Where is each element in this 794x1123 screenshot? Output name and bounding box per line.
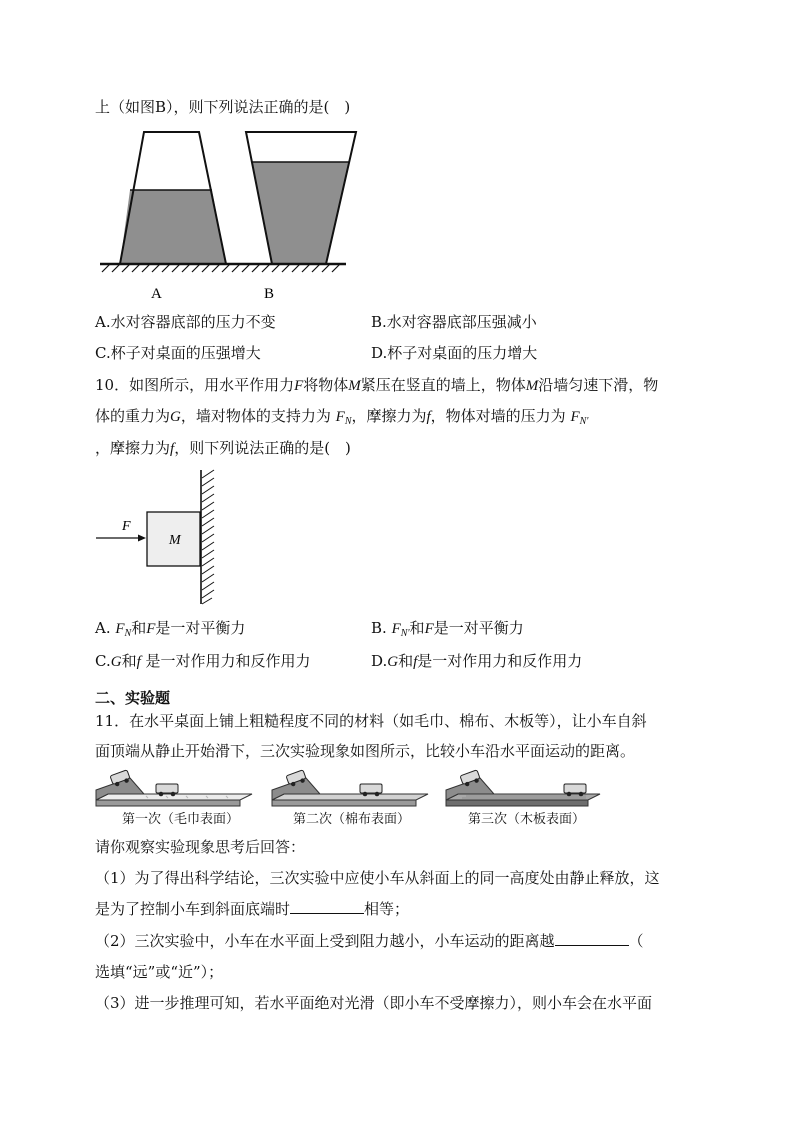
- section-title: 二、实验题: [95, 689, 171, 707]
- q9-option-a: A.水对容器底部的压力不变: [95, 313, 276, 331]
- force-label: F: [122, 519, 131, 534]
- ramp-panel-cotton: [272, 770, 428, 806]
- block-label: M: [169, 533, 181, 548]
- q11-stem-line2: 面顶端从静止开始滑下，三次实验现象如图所示，比较小车沿水平面运动的距离。: [95, 742, 636, 760]
- wall-hatching: [202, 470, 214, 604]
- cup-b-water: [252, 162, 350, 264]
- q10-stem-line1: 10．如图所示，用水平作用力F将物体M紧压在竖直的墙上，物体M沿墙匀速下滑，物: [95, 376, 659, 394]
- cup-a-label: A: [151, 286, 162, 302]
- q11-part1-line2: 是为了控制小车到斜面底端时 相等；: [95, 900, 410, 918]
- q9-option-d: D.杯子对桌面的压力增大: [371, 344, 538, 362]
- q9-option-b: B.水对容器底部压强减小: [371, 313, 537, 331]
- q11-part2-line2: 选填“远”或“近”）；: [95, 963, 224, 981]
- q10-stem-line2: 体的重力为G，墙对物体的支持力为 $F_N$，摩擦力为f，物体对墙的压力为 $F_{N'}$: [95, 407, 589, 427]
- q11-part2-line1: （2）三次实验中，小车在水平面上受到阻力越小，小车运动的距离越 （: [95, 932, 644, 950]
- force-arrow-head: [138, 535, 146, 542]
- ramp-caption-3: 第三次（木板表面）: [468, 812, 586, 827]
- ramp-panel-towel: [96, 770, 252, 806]
- ramp-caption-1: 第一次（毛巾表面）: [122, 812, 240, 827]
- answer-blank-2[interactable]: [555, 931, 629, 946]
- q9-stem: 上（如图B），则下列说法正确的是( ): [95, 98, 351, 116]
- q11-part1-line1: （1）为了得出科学结论，三次实验中应使小车从斜面上的同一高度处由静止释放，这: [95, 869, 660, 887]
- q10-stem-line3: ，摩擦力为f，则下列说法正确的是( ): [95, 439, 351, 457]
- ramp-panel-wood: [446, 770, 600, 806]
- q10-option-d: D.G和f是一对作用力和反作用力: [371, 652, 583, 670]
- answer-blank-1[interactable]: [290, 899, 364, 914]
- q10-wall-figure: [96, 470, 226, 606]
- q10-option-c: C.G和f 是一对作用力和反作用力: [95, 652, 311, 670]
- q9-option-c: C.杯子对桌面的压强增大: [95, 344, 261, 362]
- q11-part3-line1: （3）进一步推理可知，若水平面绝对光滑（即小车不受摩擦力），则小车会在水平面: [95, 994, 653, 1012]
- q10-option-a: A. $F_N$和F是一对平衡力: [95, 619, 246, 639]
- cup-b-label: B: [264, 286, 275, 302]
- q11-stem-line1: 11．在水平桌面上铺上粗糙程度不同的材料（如毛巾、棉布、木板等），让小车自斜: [95, 712, 647, 730]
- ramp-caption-2: 第二次（棉布表面）: [293, 812, 411, 827]
- cup-a-water: [120, 190, 226, 264]
- q9-cups-figure: [96, 128, 356, 306]
- q11-prompt: 请你观察实验现象思考后回答：: [95, 838, 306, 856]
- q10-option-b: B. $F_{N'}$和F是一对平衡力: [371, 619, 524, 639]
